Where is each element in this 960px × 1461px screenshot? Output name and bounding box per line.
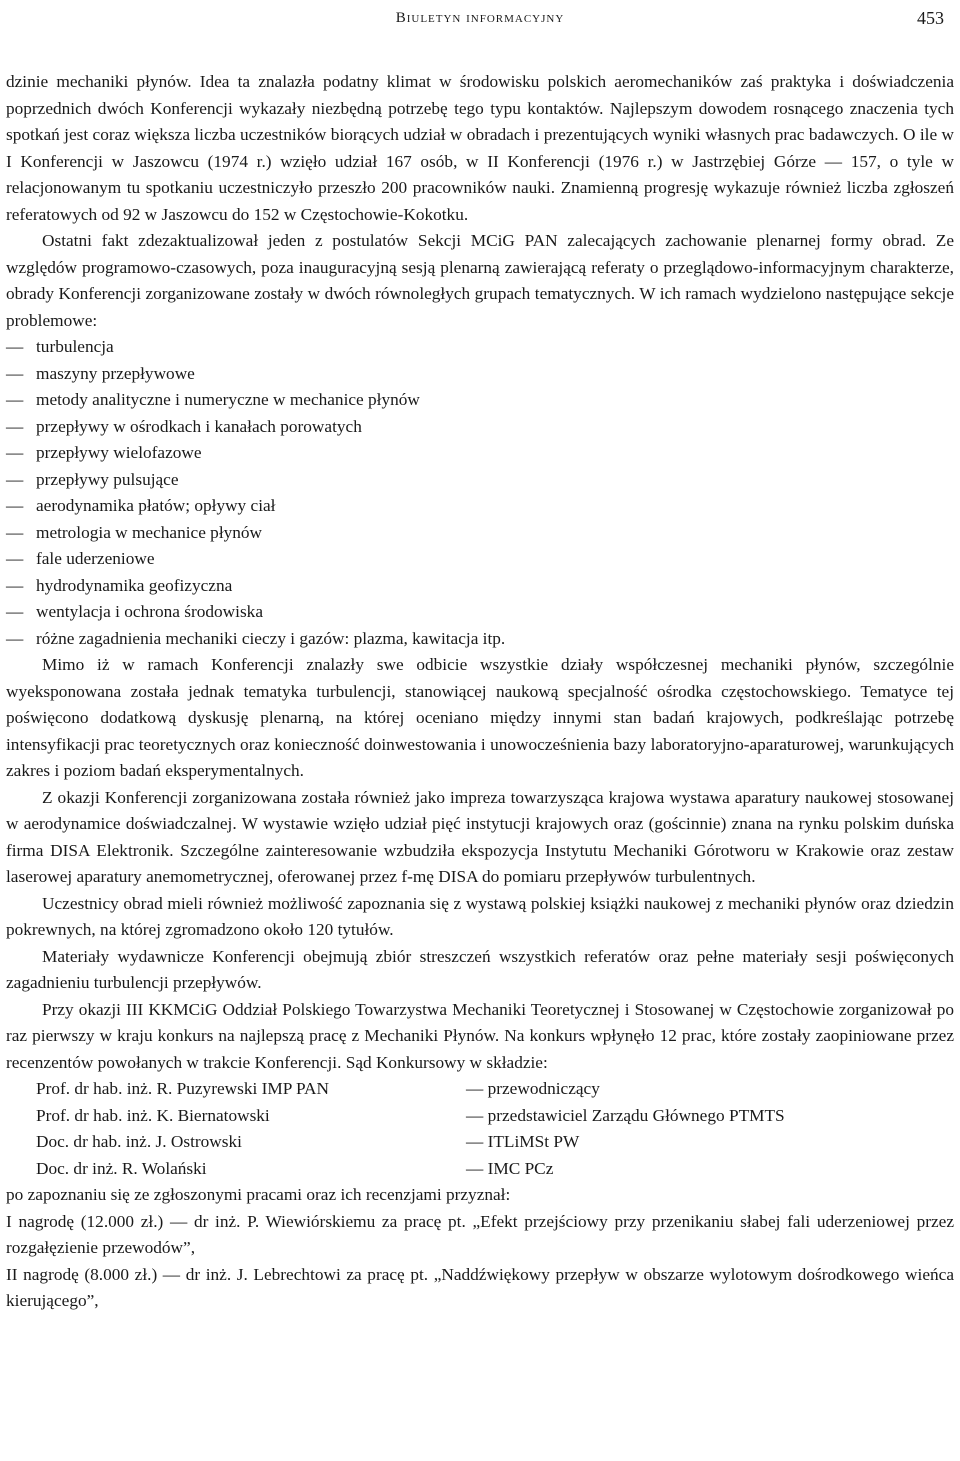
list-item-text: przepływy wielofazowe [36,443,202,462]
paragraph-participation: dzinie mechaniki płynów. Idea ta znalazła podatny klimat w środowisku polskich aeromechaników zaś praktyka i doświadczenia poprzednich dwóch Konferencji wykazały niezbędną potrzebę tego typu kontaktów. Najlepszym dowodem rosnącego znaczenia tych spotkań jest coraz większa liczba uczestników biorących udział w obradach i prezentujących wyniki własnych prac badawczych. O ile w I Konferencji w Jaszowcu (1974 r.) wzięło udział 167 osób, w II Konferencji (1976 r.) w Jastrzębiej Górze — 157, o tyle w relacjonowanym tu spotkaniu uczestniczyło przeszło 200 pracowników nauki. Znamienną progresję wykazuje również liczba zgłoszeń referatowych od 92 w Jaszowcu do 152 w Częstochowie-Kokotku. [6,72,954,224]
paragraph-publications: Materiały wydawnicze Konferencji obejmują zbiór streszczeń wszystkich referatów oraz pełne materiały sesji poświęconych zagadnieniu turbulencji przepływów. [6,946,954,992]
award-second: II nagrodę (8.000 zł.) — dr inż. J. Lebrechtowi za pracę pt. „Naddźwiękowy przepływ w obszarze wylotowym dośrodkowego wieńca kierującego”, [6,1264,954,1310]
list-item-text: aerodynamika płatów; opływy ciał [36,496,276,515]
jury-member-name: Doc. dr inż. R. Wolański [36,1158,207,1178]
sections-list [6,334,954,652]
jury-member-name: Doc. dr hab. inż. J. Ostrowski [36,1132,242,1151]
list-dash: — [6,337,24,356]
list-item [6,334,954,361]
paragraph-format: Ostatni fakt zdezaktualizował jeden z postulatów Sekcji MCiG PAN zalecających zachowanie plenarnej formy obrad. Ze względów programowo-czasowych, poza inauguracyjną sesją plenarną zawierającą referaty o przeglądowo-informacyjnym charakterze, obrady Konferencji zorganizowane zostały w dwóch równoległych grupach tematycznych. W ich ramach wydzielono następujące sekcje problemowe: [6,231,954,330]
list-item [6,599,954,626]
award-first: I nagrodę (12.000 zł.) — dr inż. P. Wiewiórskiemu za pracę pt. „Efekt przejściowy przy przenikaniu słabej fali uderzeniowej przez rozgałęzienie przewodów”, [6,1211,954,1257]
jury-member-role: — ITLiMSt PW [466,1132,580,1151]
list-item [6,361,954,388]
list-dash: — [6,522,24,542]
list-dash: — [6,363,24,383]
list-item [6,467,954,494]
list-item-text: przepływy w ośrodkach i kanałach porowatych [36,416,362,436]
awards-intro: po zapoznaniu się ze zgłoszonymi pracami oraz ich recenzjami przyznał: [6,1185,511,1204]
list-item-text: różne zagadnienia mechaniki cieczy i gazów: plazma, kawitacja itp. [36,628,506,648]
journal-title: Biuletyn informacyjny [395,10,565,26]
list-item [6,440,954,467]
paragraph-contest: Przy okazji III KKMCiG Oddział Polskiego Towarzystwa Mechaniki Teoretycznej i Stosowanej w Częstochowie zorganizował po raz pierwszy w kraju konkurs na najlepszą pracę z Mechaniki Płynów. Na konkurs wpłynęło 12 prac, które zostały zaopiniowane przez recenzentów powołanych w trakcie Konferencji. Sąd Konkursowy w składzie: [6,999,954,1072]
list-dash: — [6,443,24,462]
list-item [6,626,954,653]
list-dash: — [6,602,24,621]
list-item-text: hydrodynamika geofizyczna [36,575,233,595]
list-dash: — [6,549,24,568]
list-item [6,493,954,520]
paragraph-exhibition: Z okazji Konferencji zorganizowana została również jako impreza towarzysząca krajowa wystawa aparatury naukowej stosowanej w aerodynamice doświadczalnej. W wystawie wzięło udział pięć instytucji krajowych oraz (gościnnie) znana na rynku polskim duńska firma DISA Elektronik. Szczególne zainteresowanie wzbudziła ekspozycja Instytutu Mechaniki Górotworu w Krakowie oraz zestaw laserowej aparatury anemometrycznej, oferowanej przez f-mę DISA do pomiaru przepływów turbulentnych. [6,787,954,886]
list-item [6,573,954,600]
paragraph-turbulence: Mimo iż w ramach Konferencji znalazły swe odbicie wszystkie działy współczesnej mechaniki płynów, szczególnie wyeksponowana została jednak tematyka turbulencji, stanowiącej naukową specjalność ośrodka częstochowskiego. Tematyce tej poświęcono dodatkową dyskusję plenarną, na której oceniano między innymi stan badań krajowych, podkreślając potrzebę intensyfikacji prac teoretycznych oraz konieczność doinwestowania i unowocześnienia bazy laboratoryjno-aparaturowej, warunkujących zakres i poziom badań eksperymentalnych. [6,655,954,780]
jury-member-name: Prof. dr hab. inż. K. Biernatowski [36,1105,270,1125]
jury-member-name: Prof. dr hab. inż. R. Puzyrewski IMP PAN [36,1079,329,1098]
list-item-text: turbulencja [36,337,114,356]
list-item [6,414,954,441]
list-dash: — [6,469,24,489]
jury-member-role: — przewodniczący [466,1079,600,1098]
table-row [36,1129,785,1156]
list-dash: — [6,416,24,436]
page-number: 453 [917,8,944,28]
list-item [6,546,954,573]
table-row [36,1076,785,1103]
list-dash: — [6,496,24,515]
list-item [6,387,954,414]
list-dash: — [6,628,24,648]
jury-table [36,1076,785,1182]
list-item-text: wentylacja i ochrona środowiska [36,602,263,621]
list-item [6,520,954,547]
list-dash: — [6,390,24,409]
paragraph-book-exhibition: Uczestnicy obrad mieli również możliwość zapoznania się z wystawą polskiej książki naukowej z mechaniki płynów oraz dziedzin pokrewnych, na której zgromadzono około 120 tytułów. [6,893,954,939]
list-item-text: przepływy pulsujące [36,469,179,489]
list-dash: — [6,575,24,595]
list-item-text: maszyny przepływowe [36,363,195,383]
list-item-text: metrologia w mechanice płynów [36,522,263,542]
table-row [36,1156,785,1183]
article-body [6,69,954,1315]
jury-member-role: — IMC PCz [466,1158,554,1178]
table-row [36,1103,785,1130]
jury-member-role: — przedstawiciel Zarządu Głównego PTMTS [466,1105,785,1125]
running-head [0,8,960,32]
list-item-text: metody analityczne i numeryczne w mechanice płynów [36,390,420,409]
list-item-text: fale uderzeniowe [36,549,155,568]
